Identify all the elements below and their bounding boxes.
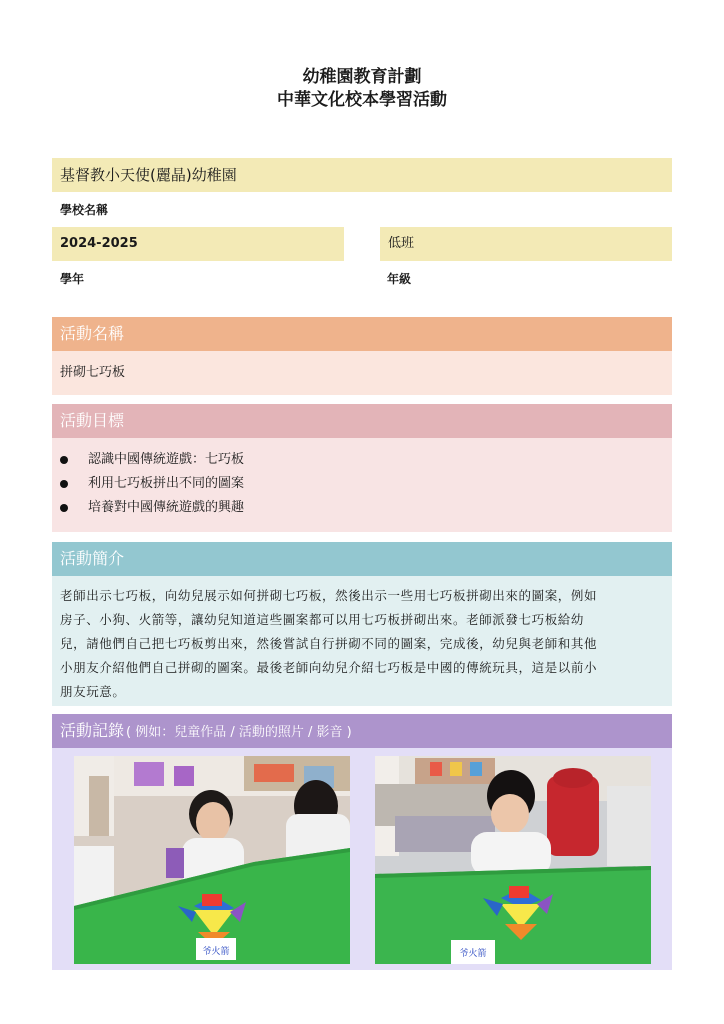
objective-text: 利用七巧板拼出不同的圖案 — [88, 476, 245, 491]
school-year-field: 2024-2025 — [52, 227, 344, 261]
record-heading: 活動記錄 — [60, 721, 125, 740]
grade-field: 低班 — [380, 227, 672, 261]
grade-label: 年級 — [387, 272, 412, 286]
bullet-icon — [60, 504, 68, 512]
summary-line: 朋友玩意。 — [60, 684, 126, 699]
school-name-label: 學校名稱 — [60, 203, 109, 217]
summary-line: 房子、小狗、火箭等，讓幼兒知道這些圖案都可以用七巧板拼砌出來。老師派發七巧板給幼 — [60, 612, 585, 627]
activity-name-value: 拼砌七巧板 — [52, 351, 672, 395]
photo-1-card-text: 爷火箭 — [202, 947, 230, 957]
school-name-field: 基督教小天使(麗晶)幼稚園 — [52, 158, 672, 192]
list-item — [52, 472, 672, 496]
page-title-line1: 幼稚園教育計劃 — [302, 67, 422, 87]
objectives-header: 活動目標 — [52, 404, 672, 438]
summary-line: 老師出示七巧板，向幼兒展示如何拼砌七巧板，然後出示一些用七巧板拼砌出來的圖案，例如 — [60, 588, 598, 603]
summary-line: 小朋友介紹他們自己拼砌的圖案。最後老師向幼兒介紹七巧板是中國的傳統玩具，這是以前小 — [60, 660, 598, 675]
record-heading-note: ( 例如：兒童作品 / 活動的照片 / 影音 ) — [126, 725, 352, 740]
activity-photo-2-image — [375, 756, 651, 964]
activity-photo-2 — [375, 756, 651, 964]
objective-text: 認識中國傳統遊戲：七巧板 — [88, 452, 245, 467]
summary-header: 活動簡介 — [52, 542, 672, 576]
page-title-line2: 中華文化校本學習活動 — [277, 90, 447, 110]
list-item — [52, 496, 672, 520]
school-year-label: 學年 — [60, 272, 85, 286]
list-item — [52, 448, 672, 472]
record-header — [52, 714, 672, 748]
summary-body — [52, 576, 672, 706]
objectives-section — [52, 438, 672, 532]
activity-photo-1 — [74, 756, 350, 964]
bullet-icon — [60, 480, 68, 488]
photo-2-card-text: 爷火箭 — [459, 949, 487, 959]
activity-photo-1-image — [74, 756, 350, 964]
summary-line: 兒，請他們自己把七巧板剪出來，然後嘗試自行拼砌不同的圖案，完成後，幼兒與老師和其他 — [60, 636, 598, 651]
activity-name-header: 活動名稱 — [52, 317, 672, 351]
objective-text: 培養對中國傳統遊戲的興趣 — [88, 500, 245, 515]
bullet-icon — [60, 456, 68, 464]
